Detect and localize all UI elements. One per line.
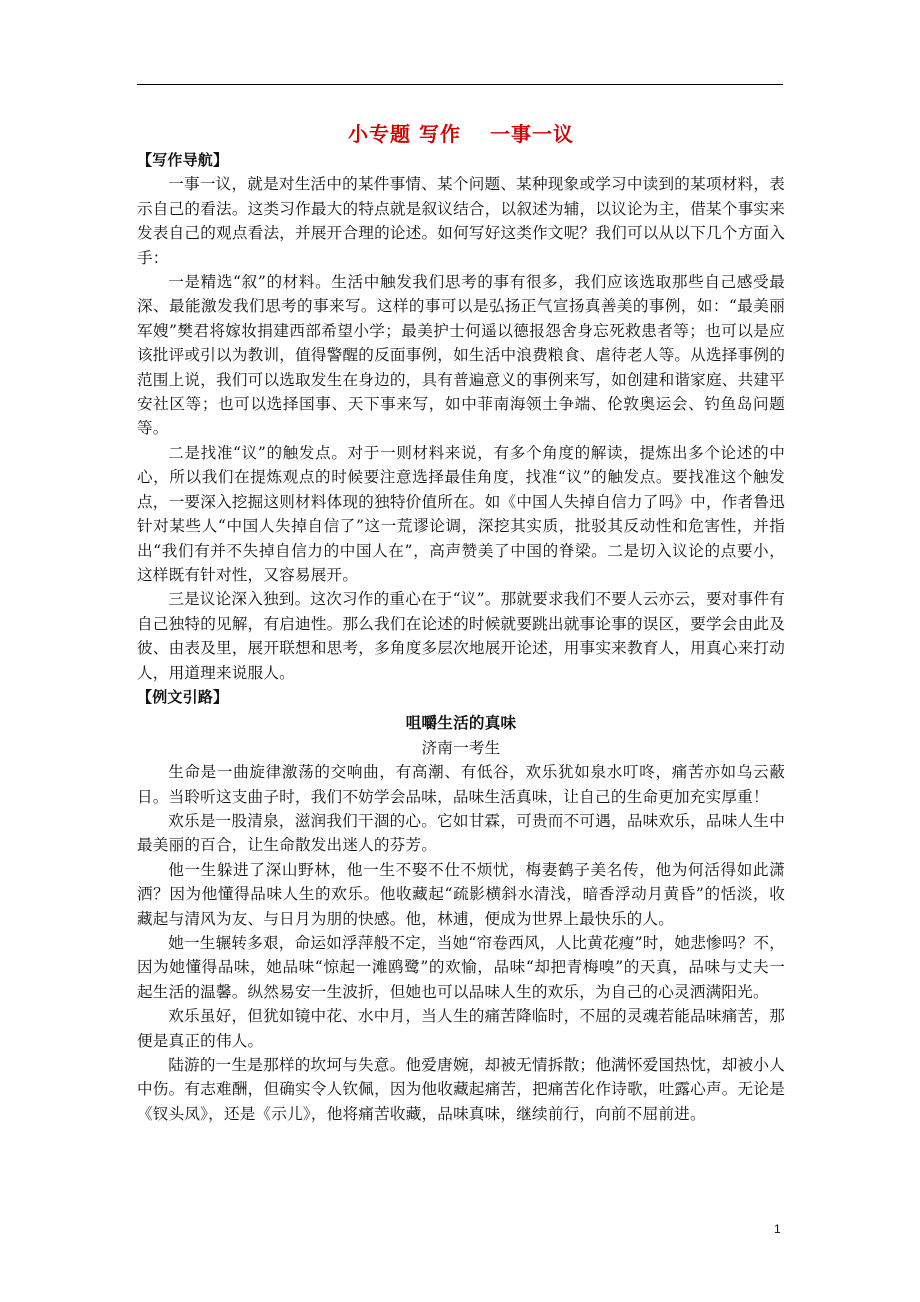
essay-title: 咀嚼生活的真味: [405, 713, 517, 733]
guide-paragraph: 三是议论深入独到。这次习作的重心在于“议”。那就要求我们不要人云亦云，要对事件有自己独特的见解，有启迪性。那么我们在论述的时候就要跳出就事论事的误区，要学会由此及彼、由表及里，展开联想和思考，多角度多层次地展开论述，用事实来教育人，用真心来打动人，用道理来说服人。: [137, 590, 785, 682]
essay-paragraph: 他一生躲进了深山野林，他一生不娶不仕不烦忧，梅妻鹤子美名传，他为何活得如此潇洒？因为他懂得品味人生的欢乐。他收藏起“疏影横斜水清浅，暗香浮动月黄昏”的恬淡，收藏起与清风为友、与日月为朋的快感。他，林逋，便成为世界上最快乐的人。: [137, 860, 785, 928]
section-heading-writing-guide: 【写作导航】: [137, 151, 229, 169]
guide-paragraph: 一是精选“叙”的材料。生活中触发我们思考的事有很多，我们应该选取那些自己感受最深、最能激发我们思考的事来写。这样的事可以是弘扬正气宣扬真善美的事例，如：“最美丽军嫂”樊君将嫁妆捐建西部希望小学；最美护士何遥以德报怨舍身忘死救患者等；也可以是应该批评或引以为教训，值得警醒的反面事例，如生活中浪费粮食、虐待老人等。从选择事例的范围上说，我们可以选取发生在身边的，具有普遍意义的事例来写，如创建和谐家庭、共建平安社区等；也可以选择国事、天下事来写，如中菲南海领土争端、伦敦奥运会、钓鱼岛问题等。: [137, 273, 785, 438]
essay-paragraph: 她一生辗转多艰，命运如浮萍般不定，当她“帘卷西风，人比黄花瘦”时，她悲惨吗？不，因为她懂得品味，她品味“惊起一滩鸥鹭”的欢愉，品味“却把青梅嗅”的天真，品味与丈夫一起生活的温馨。纵然易安一生波折，但她也可以品味人生的欢乐，为自己的心灵洒满阳光。: [137, 934, 785, 1001]
section-heading-example-essay: 【例文引路】: [137, 687, 229, 706]
essay-paragraph: 欢乐虽好，但犹如镜中花、水中月，当人生的痛苦降临时，不屈的灵魂若能品味痛苦，那便是真正的伟人。: [137, 1007, 785, 1050]
page-number: 1: [774, 1222, 781, 1236]
header-rule: [137, 84, 783, 85]
document-body: [137, 120, 785, 1126]
essay-paragraph: 生命是一曲旋律激荡的交响曲，有高潮、有低谷，欢乐犹如泉水叮咚，痛苦亦如乌云蔽日。当聆听这支曲子时，我们不妨学会品味，品味生活真味，让自己的生命更加充实厚重！: [137, 763, 785, 806]
document-title: 小专题 写作 一事一议: [348, 122, 574, 146]
guide-paragraph: 二是找准“议”的触发点。对于一则材料来说，有多个角度的解读，提炼出多个论述的中心，所以我们在提炼观点的时候要注意选择最佳角度，找准“议”的触发点。要找准这个触发点，一要深入挖掘这则材料体现的独特价值所在。如《中国人失掉自信力了吗》中，作者鲁迅针对某些人“中国人失掉自信了”这一荒谬论调，深挖其实质，批驳其反动性和危害性，并指出“我们有并不失掉自信力的中国人在”，高声赞美了中国的脊梁。二是切入议论的点要小，这样既有针对性，又容易展开。: [137, 443, 785, 584]
essay-paragraph: 陆游的一生是那样的坎坷与失意。他爱唐婉，却被无情拆散；他满怀爱国热忱，却被小人中伤。有志难酬，但确实令人钦佩，因为他收藏起痛苦，把痛苦化作诗歌，吐露心声。无论是《钗头凤》，还是《示儿》，他将痛苦收藏，品味真味，继续前行，向前不屈前进。: [137, 1056, 785, 1123]
guide-paragraph: 一事一议，就是对生活中的某件事情、某个问题、某种现象或学习中读到的某项材料，表示自己的看法。这类习作最大的特点就是叙议结合，以叙述为辅，以议论为主，借某个事实来发表自己的观点看法，并展开合理的论述。如何写好这类作文呢？我们可以从以下几个方面入手：: [137, 175, 785, 267]
essay-paragraph: 欢乐是一股清泉，滋润我们干涸的心。它如甘霖，可贵而不可遇，品味欢乐，品味人生中最美丽的百合，让生命散发出迷人的芬芳。: [137, 811, 785, 855]
essay-author: 济南一考生: [421, 738, 501, 757]
